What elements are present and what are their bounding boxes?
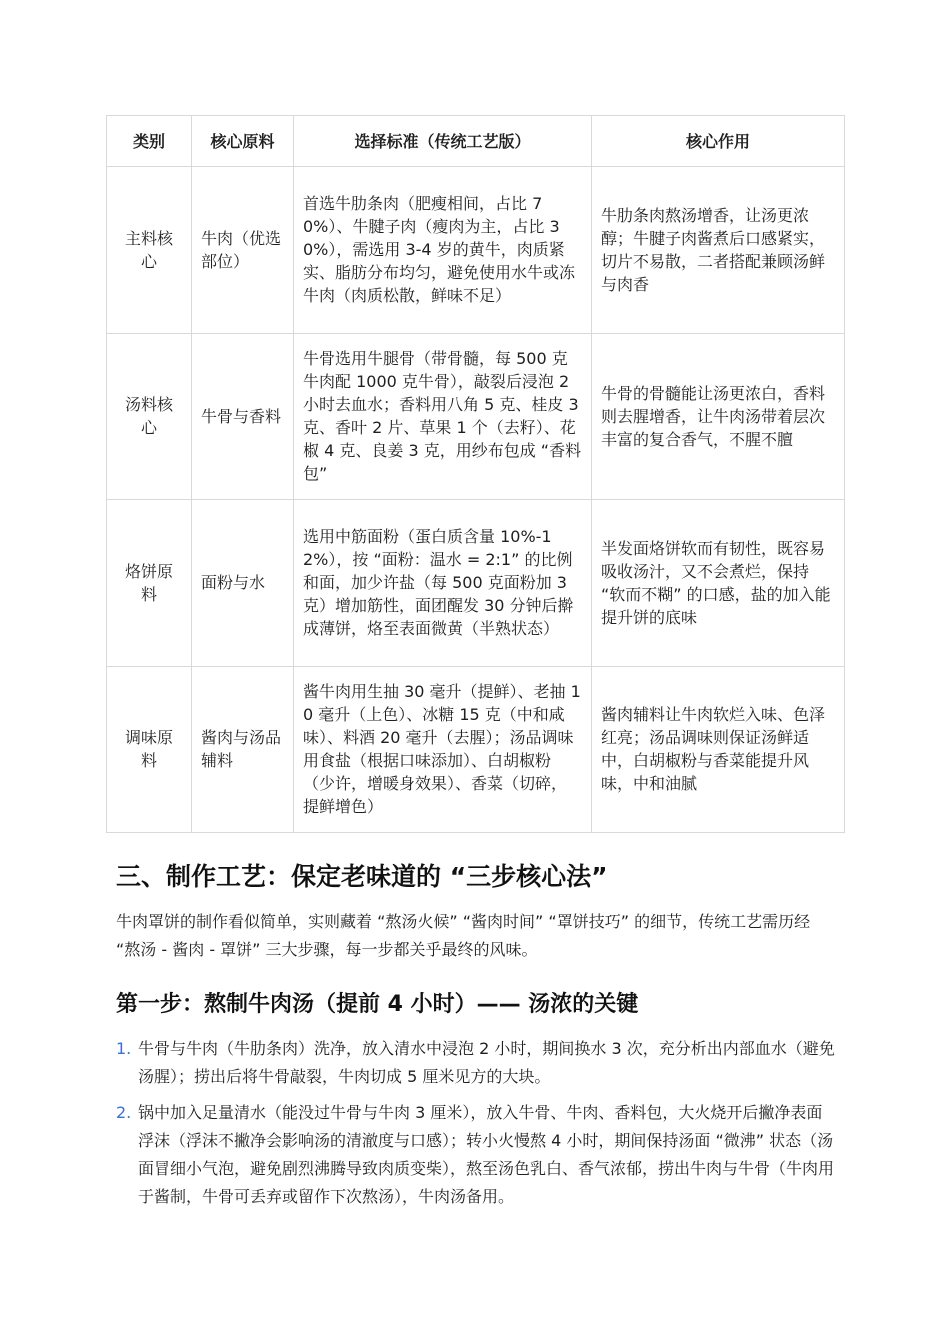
cell-standard: 首选牛肋条肉（肥瘦相间，占比 70%）、牛腱子肉（瘦肉为主，占比 30%），需选用 3-4 岁的黄牛，肉质紧实、脂肪分布均匀，避免使用水牛或冻牛肉（肉质松散，鲜味不足） — [294, 167, 592, 334]
cell-standard: 选用中筋面粉（蛋白质含量 10%-12%），按 “面粉：温水 = 2:1” 的比例和面，加少许盐（每 500 克面粉加 3 克）增加筋性，面团醒发 30 分钟后擀成薄饼，烙至表面微黄（半熟状态） — [294, 500, 592, 667]
section-title: 三、制作工艺：保定老味道的 “三步核心法” — [116, 862, 608, 891]
table-row — [107, 500, 845, 667]
header-ingredient: 核心原料 — [192, 116, 294, 167]
cell-standard: 酱牛肉用生抽 30 毫升（提鲜）、老抽 10 毫升（上色）、冰糖 15 克（中和咸味）、料酒 20 毫升（去腥）；汤品调味用食盐（根据口味添加）、白胡椒粉（少许，增暖身效果）、香菜（切碎，提鲜增色） — [294, 666, 592, 833]
header-role: 核心作用 — [592, 116, 845, 167]
cell-role: 牛肋条肉熬汤增香，让汤更浓醇；牛腱子肉酱煮后口感紧实，切片不易散，二者搭配兼顾汤鲜与肉香 — [592, 167, 845, 334]
ingredient-table — [106, 115, 845, 833]
cell-role: 牛骨的骨髓能让汤更浓白，香料则去腥增香，让牛肉汤带着层次丰富的复合香气，不腥不膻 — [592, 333, 845, 500]
list-item-number: 1. — [116, 1039, 132, 1058]
cell-role: 酱肉辅料让牛肉软烂入味、色泽红亮；汤品调味则保证汤鲜适中，白胡椒粉与香菜能提升风味，中和油腻 — [592, 666, 845, 833]
list-item-number: 2. — [116, 1103, 132, 1122]
section-intro: 牛肉罩饼的制作看似简单，实则藏着 “熬汤火候” “酱肉时间” “罩饼技巧” 的细节，传统工艺需历经 “熬汤 - 酱肉 - 罩饼” 三大步骤，每一步都关乎最终的风味。 — [116, 912, 811, 959]
list-item-text: 牛骨与牛肉（牛肋条肉）洗净，放入清水中浸泡 2 小时，期间换水 3 次，充分析出内部血水（避免汤腥）；捞出后将牛骨敲裂，牛肉切成 5 厘米见方的大块。 — [138, 1039, 835, 1086]
table-row — [107, 666, 845, 833]
table-row — [107, 333, 845, 500]
step-list — [116, 1035, 838, 1219]
cell-role: 半发面烙饼软而有韧性，既容易吸收汤汁，又不会煮烂，保持 “软而不糊” 的口感，盐的加入能提升饼的底味 — [592, 500, 845, 667]
header-standard: 选择标准（传统工艺版） — [294, 116, 592, 167]
list-item — [116, 1035, 838, 1091]
cell-category: 汤料核心 — [107, 333, 192, 500]
header-category: 类别 — [107, 116, 192, 167]
cell-ingredient: 牛肉（优选部位） — [192, 167, 294, 334]
cell-category: 调味原料 — [107, 666, 192, 833]
table-row — [107, 167, 845, 334]
cell-ingredient: 酱肉与汤品辅料 — [192, 666, 294, 833]
table-header-row — [107, 116, 845, 167]
cell-standard: 牛骨选用牛腿骨（带骨髓，每 500 克牛肉配 1000 克牛骨），敲裂后浸泡 2 小时去血水；香料用八角 5 克、桂皮 3 克、香叶 2 片、草果 1 个（去籽）、花椒 4 克、良姜 3 克，用纱布包成 “香料包” — [294, 333, 592, 500]
list-item-text: 锅中加入足量清水（能没过牛骨与牛肉 3 厘米），放入牛骨、牛肉、香料包，大火烧开后撇净表面浮沫（浮沫不撇净会影响汤的清澈度与口感）；转小火慢熬 4 小时，期间保持汤面 “微沸” 状态（汤面冒细小气泡，避免剧烈沸腾导致肉质变柴），熬至汤色乳白、香气浓郁，捞出牛肉与牛骨（牛肉用于酱制，牛骨可丢弃或留作下次熬汤），牛肉汤备用。 — [138, 1103, 835, 1206]
cell-category: 主料核心 — [107, 167, 192, 334]
step-title: 第一步：熬制牛肉汤（提前 4 小时）—— 汤浓的关键 — [116, 992, 639, 1017]
cell-ingredient: 牛骨与香料 — [192, 333, 294, 500]
list-item — [116, 1099, 838, 1211]
cell-ingredient: 面粉与水 — [192, 500, 294, 667]
cell-category: 烙饼原料 — [107, 500, 192, 667]
